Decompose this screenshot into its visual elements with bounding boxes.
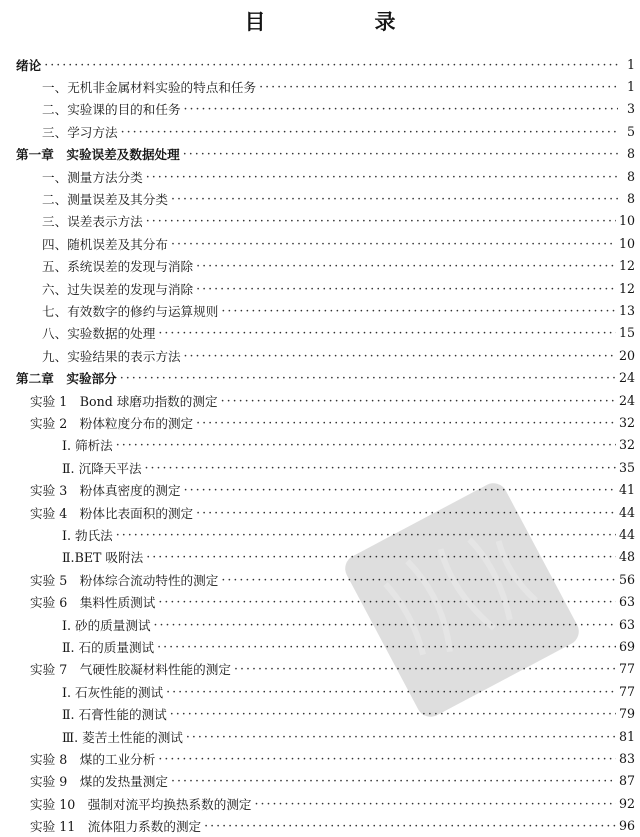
toc-entry[interactable] (0, 658, 640, 680)
toc-page-number: 92 (618, 795, 635, 811)
toc-entry-title: 七、有效数字的修约与运算规则 (42, 303, 219, 319)
toc-dot-leader (145, 460, 616, 475)
toc-entry-title: 三、误差表示方法 (42, 214, 143, 230)
toc-page-number: 44 (618, 526, 635, 542)
toc-dot-leader (259, 79, 618, 94)
toc-page-number: 87 (618, 773, 635, 789)
toc-entry-title: 实验 7 气硬性胶凝材料性能的测定 (30, 662, 231, 678)
toc-entry-title: 绪论 (16, 57, 42, 73)
toc-entry-title: 实验 10 强制对流平均换热系数的测定 (30, 796, 252, 812)
toc-page-number: 24 (618, 392, 635, 408)
toc-dot-leader (171, 191, 618, 206)
toc-page-number: 77 (618, 683, 635, 699)
toc-entry-title: 第二章 实验部分 (16, 371, 117, 387)
toc-dot-leader (204, 818, 616, 833)
toc-entry[interactable] (0, 568, 640, 590)
toc-dot-leader (158, 325, 616, 340)
toc-entry[interactable] (0, 210, 640, 232)
toc-page-number: 41 (618, 482, 635, 498)
toc-page-number: 56 (618, 571, 635, 587)
toc-entry-title: 二、实验课的目的和任务 (42, 102, 181, 118)
toc-entry[interactable] (0, 546, 640, 568)
toc-entry-title: 实验 1 Bond 球磨功指数的测定 (30, 393, 218, 409)
toc-entry-title: Ⅱ. 石的质量测试 (62, 639, 155, 655)
toc-page-number: 10 (618, 213, 635, 229)
toc-entry[interactable] (0, 501, 640, 523)
toc-entry[interactable] (0, 815, 640, 837)
toc-page-number: 12 (618, 258, 635, 274)
toc-entry[interactable] (0, 703, 640, 725)
toc-entry-title: 二、测量误差及其分类 (42, 191, 168, 207)
toc-dot-leader (196, 505, 616, 520)
toc-entry[interactable] (0, 792, 640, 814)
toc-entry[interactable] (0, 367, 640, 389)
toc-entry[interactable] (0, 389, 640, 411)
toc-dot-leader (196, 415, 616, 430)
toc-dot-leader (184, 482, 616, 497)
toc-dot-leader (146, 549, 616, 564)
page-title: 目 录 (244, 9, 440, 34)
toc-page-number: 83 (618, 750, 635, 766)
toc-page-number: 8 (626, 146, 635, 162)
toc-page-number: 32 (618, 437, 635, 453)
toc-page-number: 1 (626, 78, 635, 94)
toc-entry-title: 四、随机误差及其分布 (42, 236, 168, 252)
toc-entry[interactable] (0, 232, 640, 254)
toc-entry[interactable] (0, 479, 640, 501)
toc-page-number: 35 (618, 459, 635, 475)
toc-entry-title: 九、实验结果的表示方法 (42, 348, 181, 364)
toc-page-number: 3 (626, 101, 635, 117)
toc-entry-title: 六、过失误差的发现与消除 (42, 281, 194, 297)
toc-entry-title: 八、实验数据的处理 (42, 326, 156, 342)
toc-dot-leader (221, 393, 616, 408)
toc-entry-title: 实验 11 流体阻力系数的测定 (30, 819, 202, 835)
toc-entry-title: Ⅲ. 菱苦土性能的测试 (62, 729, 183, 745)
toc-entry[interactable] (0, 299, 640, 321)
toc-entry[interactable] (0, 143, 640, 165)
toc-entry[interactable] (0, 725, 640, 747)
toc-dot-leader (157, 639, 616, 654)
toc-entry[interactable] (0, 53, 640, 75)
toc-page-number: 63 (618, 594, 635, 610)
toc-entry-title: 第一章 实验误差及数据处理 (16, 147, 180, 163)
toc-entry[interactable] (0, 322, 640, 344)
toc-entry[interactable] (0, 277, 640, 299)
toc-entry[interactable] (0, 75, 640, 97)
toc-dot-leader (146, 169, 618, 184)
toc-page-number: 20 (618, 347, 635, 363)
toc-page-number: 63 (618, 616, 635, 632)
toc-dot-leader (184, 101, 618, 116)
toc-dot-leader (121, 124, 618, 139)
toc-page-number: 8 (626, 190, 635, 206)
toc-page-number: 13 (618, 302, 635, 318)
toc-page-number: 79 (618, 706, 635, 722)
toc-entry[interactable] (0, 591, 640, 613)
toc-dot-leader (221, 572, 616, 587)
toc-entry-title: Ⅱ. 沉降天平法 (62, 460, 142, 476)
toc-page-number: 77 (618, 661, 635, 677)
toc-dot-leader (116, 437, 616, 452)
toc-entry-title: Ⅱ. 石膏性能的测试 (62, 707, 167, 723)
toc-entry[interactable] (0, 165, 640, 187)
toc-page-number: 10 (618, 235, 635, 251)
toc-page-number: 81 (618, 728, 635, 744)
toc-page-number: 48 (618, 549, 635, 565)
toc-entry[interactable] (0, 770, 640, 792)
toc-dot-leader (44, 57, 618, 72)
toc-dot-leader (158, 751, 616, 766)
toc-entry[interactable] (0, 456, 640, 478)
toc-dot-leader (196, 258, 616, 273)
toc-dot-leader (221, 303, 616, 318)
toc-page-number: 1 (626, 56, 635, 72)
toc-entry-title: 一、测量方法分类 (42, 169, 143, 185)
toc-entry-title: 实验 8 煤的工业分析 (30, 751, 156, 767)
toc-entry-title: 实验 4 粉体比表面积的测定 (30, 505, 194, 521)
toc-dot-leader (186, 729, 616, 744)
toc-entry-title: Ⅰ. 筛析法 (62, 438, 113, 454)
toc-page-number: 5 (626, 123, 635, 139)
toc-entry[interactable] (0, 523, 640, 545)
toc-entry-title: Ⅰ. 勃氏法 (62, 527, 113, 543)
toc-entry[interactable] (0, 434, 640, 456)
toc-entry-title: 实验 2 粉体粒度分布的测定 (30, 415, 194, 431)
toc-dot-leader (146, 213, 616, 228)
toc-page-number: 24 (618, 370, 635, 386)
toc-entry-title: 实验 6 集料性质测试 (30, 595, 156, 611)
toc-dot-leader (170, 706, 616, 721)
toc-entry[interactable] (0, 344, 640, 366)
toc-entry-title: Ⅰ. 砂的质量测试 (62, 617, 151, 633)
toc-dot-leader (196, 281, 616, 296)
toc-entry[interactable] (0, 255, 640, 277)
toc-dot-leader (166, 684, 616, 699)
toc-entry[interactable] (0, 680, 640, 702)
toc-page-number: 32 (618, 414, 635, 430)
toc-entry-title: Ⅰ. 石灰性能的测试 (62, 684, 164, 700)
toc-entry-title: 五、系统误差的发现与消除 (42, 259, 194, 275)
toc-entry-title: Ⅱ.BET 吸附法 (62, 550, 144, 566)
toc-page-number: 15 (618, 325, 635, 341)
toc-dot-leader (158, 594, 616, 609)
toc-page-number: 8 (626, 168, 635, 184)
toc-entry-title: 三、学习方法 (42, 124, 118, 140)
toc-page-number: 44 (618, 504, 635, 520)
toc-dot-leader (171, 236, 616, 251)
toc-dot-leader (171, 773, 616, 788)
toc-entry[interactable] (0, 613, 640, 635)
toc-dot-leader (183, 146, 618, 161)
toc-entry-title: 实验 5 粉体综合流动特性的测定 (30, 572, 219, 588)
toc-page-number: 12 (618, 280, 635, 296)
toc-entry-title: 实验 9 煤的发热量测定 (30, 774, 168, 790)
toc-entry[interactable] (0, 411, 640, 433)
toc-entry-title: 实验 3 粉体真密度的测定 (30, 483, 181, 499)
toc-dot-leader (255, 796, 616, 811)
toc-dot-leader (184, 348, 616, 363)
toc-page-number: 69 (618, 638, 635, 654)
toc-dot-leader (120, 370, 616, 385)
toc-entry[interactable] (0, 635, 640, 657)
toc-page-number: 96 (618, 818, 635, 834)
toc-entry-title: 一、无机非金属材料实验的特点和任务 (42, 79, 257, 95)
toc-dot-leader (116, 527, 616, 542)
toc-dot-leader (154, 617, 616, 632)
toc-entry[interactable] (0, 187, 640, 209)
toc-entry[interactable] (0, 98, 640, 120)
toc-entry[interactable] (0, 120, 640, 142)
toc-dot-leader (234, 661, 616, 676)
toc-entry[interactable] (0, 747, 640, 769)
